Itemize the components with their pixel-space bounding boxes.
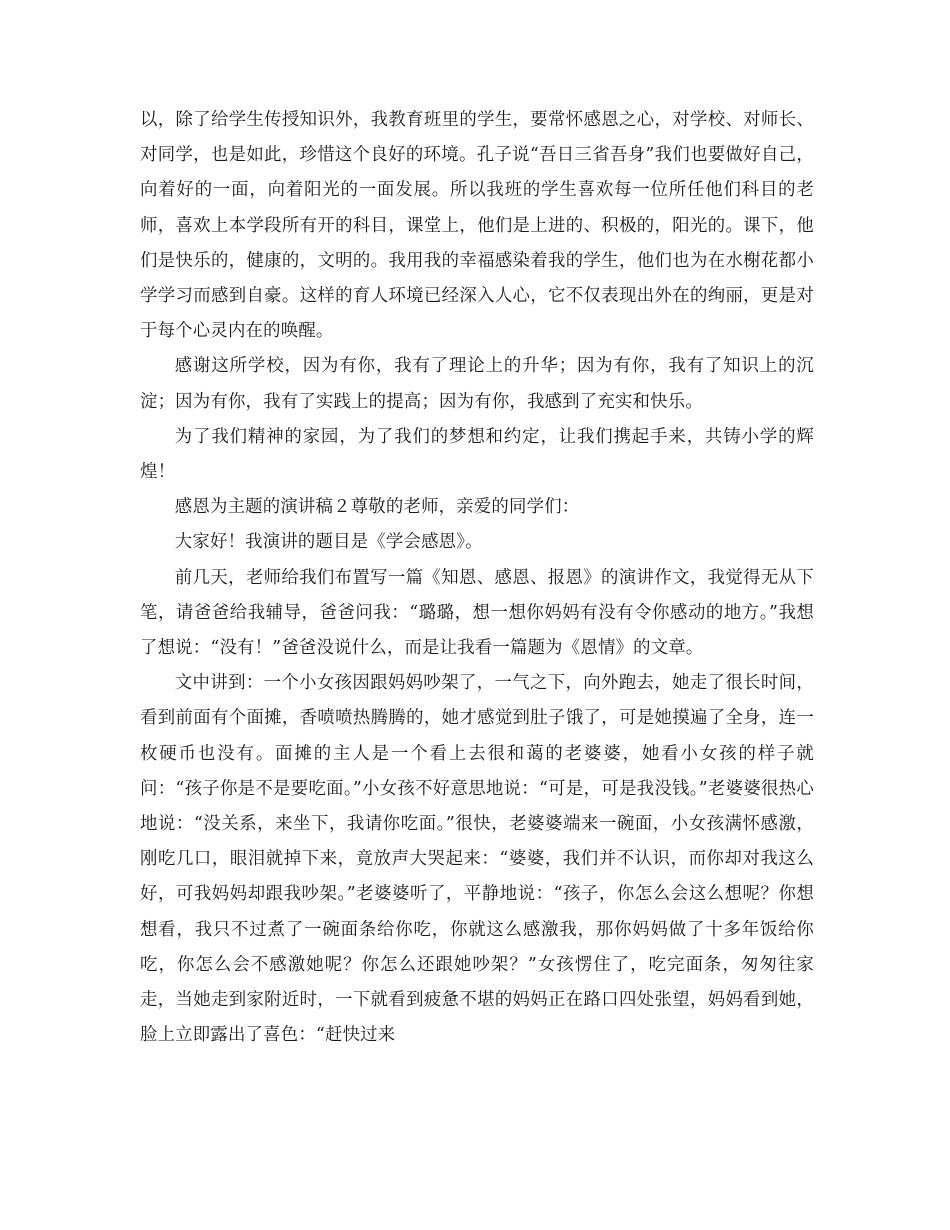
paragraph-gratitude-education: 以，除了给学生传授知识外，我教育班里的学生，要常怀感恩之心，对学校、对师长、对同学，也是如此，珍惜这个良好的环境。孔子说“吾日三省吾身”我们也要做好自己，向着好的一面，向着阳光的一面发展。所以我班的学生喜欢每一位所任他们科目的老师，喜欢上本学段所有开的科目，课堂上，他们是上进的、积极的，阳光的。课下，他们是快乐的，健康的，文明的。我用我的幸福感染着我的学生，他们也为在水榭花都小学学习而感到自豪。这样的育人环境已经深入人心，它不仅表现出外在的绚丽，更是对于每个心灵内在的唤醒。 <box>140 110 814 342</box>
paragraph-spiritual-home: 为了我们精神的家园，为了我们的梦想和约定，让我们携起手来，共铸小学的辉煌！ <box>140 426 814 483</box>
document-body <box>140 103 814 1053</box>
paragraph-noodle-story: 文中讲到：一个小女孩因跟妈妈吵架了，一气之下，向外跑去，她走了很长时间，看到前面有个面摊，香喷喷热腾腾的，她才感觉到肚子饿了，可是她摸遍了全身，连一枚硬币也没有。面摊的主人是一个看上去很和蔼的老婆婆，她看小女孩的样子就问：“孩子你是不是要吃面。”小女孩不好意思地说：“可是，可是我没钱。”老婆婆很热心地说：“没关系，来坐下，我请你吃面。”很快，老婆婆端来一碗面，小女孩满怀感激，刚吃几口，眼泪就掉下来，竟放声大哭起来：“婆婆，我们并不认识，而你却对我这么好，可我妈妈却跟我吵架。”老婆婆听了，平静地说：“孩子，你怎么会这么想呢？你想想看，我只不过煮了一碗面条给你吃，你就这么感激我，那你妈妈做了十多年饭给你吃，你怎么会不感激她呢？你怎么还跟她吵架？”女孩愣住了，吃完面条，匆匆往家走，当她走到家附近时，一下就看到疲惫不堪的妈妈正在路口四处张望，妈妈看到她，脸上立即露出了喜色：“赶快过来 <box>140 673 814 1046</box>
paragraph-speech-2-greeting: 感恩为主题的演讲稿２尊敬的老师，亲爱的同学们： <box>174 497 580 518</box>
paragraph-speech-title: 大家好！我演讲的题目是《学会感恩》。 <box>174 532 483 553</box>
paragraph-thanks-school: 感谢这所学校，因为有你，我有了理论上的升华；因为有你，我有了知识上的沉淀；因为有你，我有了实践上的提高；因为有你，我感到了充实和快乐。 <box>140 356 814 412</box>
paragraph-homework-story: 前几天，老师给我们布置写一篇《知恩、感恩、报恩》的演讲作文，我觉得无从下笔，请爸爸给我辅导，爸爸问我：“璐璐，想一想你妈妈有没有令你感动的地方。”我想了想说：“没有！”爸爸没说什么，而是让我看一篇题为《恩情》的文章。 <box>140 567 814 659</box>
